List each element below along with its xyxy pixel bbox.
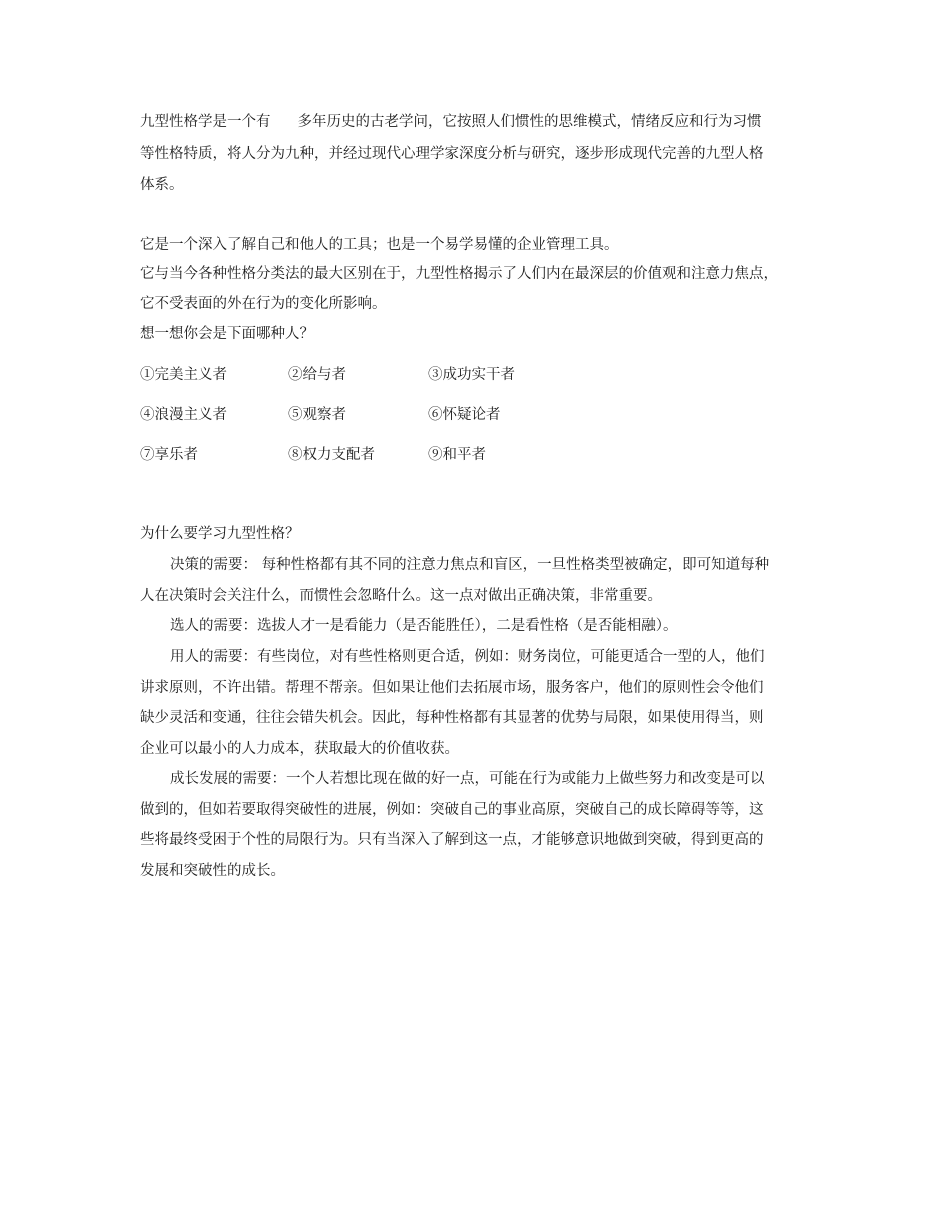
type-item: ①完美主义者 (140, 367, 227, 383)
decision-line-2: 人在决策时会关注什么，而惯性会忽略什么。这一点对做出正确决策，非常重要。 (140, 588, 662, 604)
type-item: ⑧权力支配者 (288, 447, 375, 463)
type-item: ③成功实干者 (428, 367, 515, 383)
tool-line-1: 它是一个深入了解自己和他人的工具；也是一个易学易懂的企业管理工具。 (140, 237, 619, 253)
intro-text-b: 多年历史的古老学问，它按照人们惯性的思维模式，情绪反应和行为习惯 (297, 114, 762, 130)
tool-line-3: 它不受表面的外在行为的变化所影响。 (140, 296, 387, 312)
type-item: ⑨和平者 (428, 447, 486, 463)
type-item: ④浪漫主义者 (140, 407, 227, 423)
type-item: ⑤观察者 (288, 407, 346, 423)
growth-line-1: 成长发展的需要：一个人若想比现在做的好一点，可能在行为或能力上做些努力和改变是可以 (170, 771, 765, 787)
growth-line-2: 做到的，但如若要取得突破性的进展，例如：突破自己的事业高原，突破自己的成长障碍等等，这 (140, 802, 764, 818)
intro-line-3: 体系。 (140, 177, 184, 193)
growth-line-4: 发展和突破性的成长。 (140, 863, 285, 879)
type-item: ⑦享乐者 (140, 447, 198, 463)
question-line: 想一想你会是下面哪种人？ (140, 326, 314, 342)
tool-line-2: 它与当今各种性格分类法的最大区别在于，九型性格揭示了人们内在最深层的价值观和注意力焦点， (140, 266, 778, 282)
intro-line-2: 等性格特质，将人分为九种，并经过现代心理学家深度分析与研究，逐步形成现代完善的九型人格 (140, 146, 764, 162)
intro-line-1 (140, 113, 762, 131)
growth-line-3: 些将最终受困于个性的局限行为。只有当深入了解到这一点，才能够意识地做到突破，得到更高的 (140, 832, 764, 848)
use-line-1: 用人的需要：有些岗位，对有些性格则更合适，例如：财务岗位，可能更适合一型的人，他们 (170, 649, 765, 665)
use-line-3: 缺少灵活和变通，往往会错失机会。因此，每种性格都有其显著的优势与局限，如果使用得当，则 (140, 710, 764, 726)
type-item: ⑥怀疑论者 (428, 407, 501, 423)
use-line-4: 企业可以最小的人力成本，获取最大的价值收获。 (140, 741, 459, 757)
why-heading: 为什么要学习九型性格？ (140, 526, 300, 542)
select-line-1: 选人的需要：选拔人才一是看能力（是否能胜任），二是看性格（是否能相融）。 (170, 618, 678, 634)
intro-text-a: 九型性格学是一个有 (140, 114, 271, 130)
use-line-2: 讲求原则，不许出错。帮理不帮亲。但如果让他们去拓展市场，服务客户，他们的原则性会令他们 (140, 680, 764, 696)
type-item: ②给与者 (288, 367, 346, 383)
decision-line-1: 决策的需要： 每种性格都有其不同的注意力焦点和盲区，一旦性格类型被确定，即可知道每种 (170, 557, 770, 573)
